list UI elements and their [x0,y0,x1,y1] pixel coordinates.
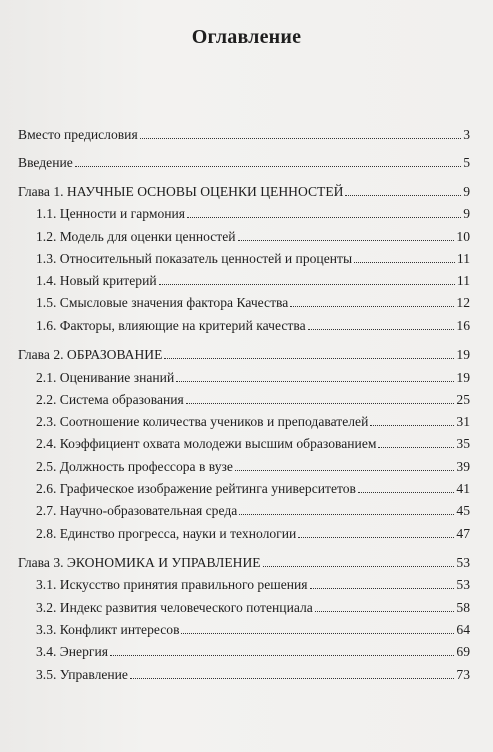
toc-entry-label: Глава 2. ОБРАЗОВАНИЕ [18,347,163,362]
toc-entry-label: Глава 3. ЭКОНОМИКА И УПРАВЛЕНИЕ [18,555,261,570]
toc-entry-label: 1.4. Новый критерий [36,273,157,288]
toc-entry [36,272,470,290]
dot-leader [75,166,461,167]
toc-entry [36,369,470,387]
toc-entry-page: 11 [456,251,470,266]
dot-leader [187,217,461,218]
toc-entry-label: Введение [18,155,73,170]
toc-entry-label: 2.5. Должность профессора в вузе [36,459,233,474]
toc-entry-page: 19 [456,347,470,362]
toc-entry-page: 12 [456,295,470,310]
toc-entry-label: Вместо предисловия [18,127,138,142]
dot-leader [315,611,455,612]
toc-entry-label: 1.6. Факторы, влияющие на критерий качества [36,318,306,333]
dot-leader [308,329,455,330]
toc-entry [36,525,470,543]
toc-entry-label: 3.1. Искусство принятия правильного решения [36,577,308,592]
toc-entry-page: 35 [456,436,470,451]
toc-entry [36,413,470,431]
dot-leader [130,678,454,679]
dot-leader [176,381,454,382]
dot-leader [310,588,455,589]
toc-entry [36,480,470,498]
toc-entry-page: 53 [456,577,470,592]
dot-leader [354,262,455,263]
toc-entry-page: 39 [456,459,470,474]
toc-entry-label: 1.1. Ценности и гармония [36,206,186,221]
toc-entry-page: 58 [456,600,470,615]
toc-entry [36,576,470,594]
toc-entry-page: 9 [463,206,470,221]
toc-entry-label: 2.2. Система образования [36,392,184,407]
toc-entry-page: 45 [456,503,470,518]
page-title: Оглавление [191,26,302,48]
dot-leader [345,195,461,196]
toc-entry-page: 3 [463,127,470,142]
toc-entry-label: 3.5. Управление [36,667,128,682]
toc-entry [36,643,470,661]
toc-entry-label: 1.2. Модель для оценки ценностей [36,229,236,244]
dot-leader [164,358,454,359]
toc-entry-label: 2.7. Научно-образовательная среда [36,503,238,518]
toc-entry-page: 69 [456,644,470,659]
toc-chapter-entry [18,183,470,201]
toc-entry [36,228,470,246]
toc-entry-page: 64 [456,622,470,637]
toc-entry-label: 2.8. Единство прогресса, науки и технологии [36,526,297,541]
dot-leader [358,492,454,493]
toc-entry-page: 25 [456,392,470,407]
toc-entry [36,391,470,409]
toc-entry [18,126,470,144]
toc-entry-page: 47 [456,526,470,541]
toc-entry-label: Глава 1. НАУЧНЫЕ ОСНОВЫ ОЦЕНКИ ЦЕННОСТЕЙ [18,184,344,199]
dot-leader [159,284,455,285]
toc-entry-page: 10 [456,229,470,244]
toc-entry-label: 3.4. Энергия [36,644,108,659]
toc-entry-label: 3.3. Конфликт интересов [36,622,180,637]
dot-leader [378,447,454,448]
dot-leader [370,425,454,426]
toc-chapter-entry [18,346,470,364]
dot-leader [298,537,454,538]
dot-leader [239,514,454,515]
toc-entry-label: 2.4. Коэффициент охвата молодежи высшим образованием [36,436,377,451]
dot-leader [186,403,455,404]
toc-entry-page: 5 [463,155,470,170]
toc-entry [36,294,470,312]
toc-entry [36,250,470,268]
toc-entry-label: 3.2. Индекс развития человеческого потенциала [36,600,313,615]
dot-leader [140,138,461,139]
toc-entry [36,621,470,639]
toc-entry [36,502,470,520]
toc-entry-page: 41 [456,481,470,496]
toc-entry [18,154,470,172]
toc-entry-label: 1.5. Смысловые значения фактора Качества [36,295,289,310]
toc-entry-page: 73 [456,667,470,682]
toc-entry-label: 2.1. Оценивание знаний [36,370,175,385]
toc-entry [36,317,470,335]
toc-entry [36,435,470,453]
dot-leader [238,240,455,241]
dot-leader [290,306,454,307]
toc-entry-label: 1.3. Относительный показатель ценностей и проценты [36,251,353,266]
toc-entry [36,205,470,223]
dot-leader [181,633,454,634]
toc-entry-page: 53 [456,555,470,570]
toc-entry-label: 2.6. Графическое изображение рейтинга университетов [36,481,356,496]
toc-entry-page: 19 [456,370,470,385]
toc-entry-page: 11 [456,273,470,288]
toc-entry-page: 16 [456,318,470,333]
toc-entry [36,599,470,617]
toc-chapter-entry [18,554,470,572]
toc-entry [36,458,470,476]
toc-entry-page: 9 [463,184,470,199]
toc-entry-label: 2.3. Соотношение количества учеников и преподавателей [36,414,369,429]
dot-leader [263,566,455,567]
dot-leader [235,470,454,471]
toc-entry-page: 31 [456,414,470,429]
toc-entry [36,666,470,684]
dot-leader [110,655,454,656]
